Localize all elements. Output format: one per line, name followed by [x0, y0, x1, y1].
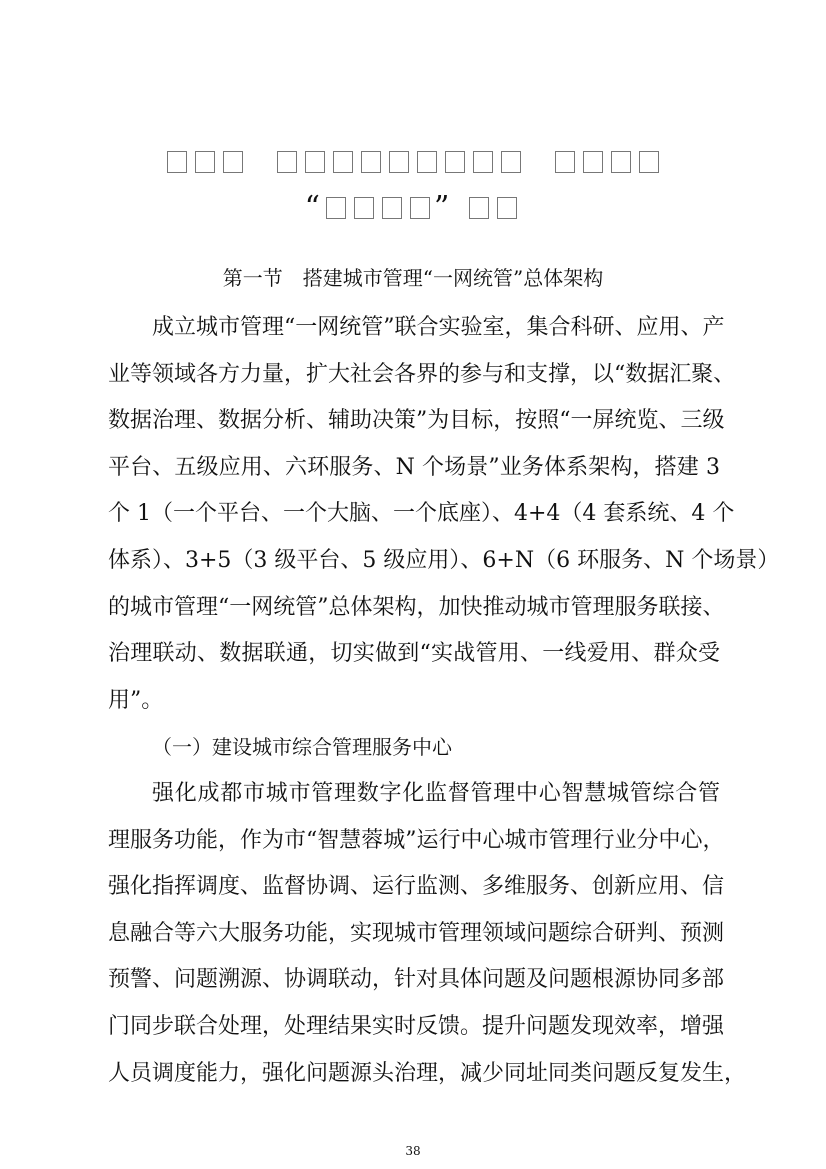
missing-glyph-box — [611, 151, 631, 173]
section-heading: 第一节 搭建城市管理“一网统管”总体架构 — [222, 266, 604, 290]
missing-glyph-box — [277, 151, 297, 173]
text-line: 强化成都市城市管理数字化监督管理中心智慧城管综合管 — [152, 781, 720, 806]
text-line: 用”。 — [108, 688, 164, 713]
subheading: （一）建设城市综合管理服务中心 — [152, 735, 452, 759]
missing-glyph-box — [497, 197, 517, 219]
quote-mark: ” — [434, 190, 452, 225]
chapter-title-line-2 — [0, 190, 826, 225]
missing-glyph-box — [354, 197, 374, 219]
missing-glyph-box — [389, 151, 409, 173]
missing-glyph-box — [333, 151, 353, 173]
missing-glyph-box — [583, 151, 603, 173]
chapter-title-line-1 — [0, 145, 826, 176]
text-line: 数据治理、数据分析、辅助决策”为目标，按照“一屏统览、三级 — [108, 408, 725, 433]
missing-glyph-box — [469, 197, 489, 219]
text-line: 个 1（一个平台、一个大脑、一个底座）、4+4（4 套系统、4 个 — [108, 501, 735, 526]
missing-glyph-box — [639, 151, 659, 173]
text-line: 业等领域各方力量，扩大社会各界的参与和支撑，以“数据汇聚、 — [108, 362, 736, 387]
text-line: 成立城市管理“一网统管”联合实验室，集合科研、应用、产 — [152, 315, 725, 340]
missing-glyph-box — [473, 151, 493, 173]
text-line: 的城市管理“一网统管”总体架构，加快推动城市管理服务联接、 — [108, 595, 725, 620]
quote-mark: “ — [304, 190, 322, 225]
text-line: 理服务功能，作为市“智慧蓉城”运行中心城市管理行业分中心， — [108, 828, 725, 853]
text-line: 强化指挥调度、监督协调、运行监测、多维服务、创新应用、信 — [108, 874, 725, 899]
missing-glyph-box — [410, 197, 430, 219]
text-line: 平台、五级应用、六环服务、N 个场景”业务体系架构，搭建 3 — [108, 455, 720, 480]
missing-glyph-box — [555, 151, 575, 173]
text-line: 体系）、3+5（3 级平台、5 级应用）、6+N（6 环服务、N 个场景） — [108, 548, 780, 573]
missing-glyph-box — [326, 197, 346, 219]
page-number: 38 — [405, 1144, 421, 1158]
text-line: 息融合等六大服务功能，实现城市管理领域问题综合研判、预测 — [108, 921, 725, 946]
missing-glyph-box — [167, 151, 187, 173]
missing-glyph-box — [361, 151, 381, 173]
missing-glyph-box — [223, 151, 243, 173]
text-line: 治理联动、数据联通，切实做到“实战管用、一线爱用、群众受 — [108, 641, 720, 666]
missing-glyph-box — [305, 151, 325, 173]
missing-glyph-box — [501, 151, 521, 173]
missing-glyph-box — [445, 151, 465, 173]
missing-glyph-box — [417, 151, 437, 173]
text-line: 人员调度能力，强化问题源头治理，减少同址同类问题反复发生， — [108, 1061, 747, 1086]
text-line: 预警、问题溯源、协调联动，针对具体问题及问题根源协同多部 — [108, 967, 725, 992]
missing-glyph-box — [195, 151, 215, 173]
missing-glyph-box — [382, 197, 402, 219]
text-line: 门同步联合处理，处理结果实时反馈。提升问题发现效率，增强 — [108, 1014, 725, 1039]
